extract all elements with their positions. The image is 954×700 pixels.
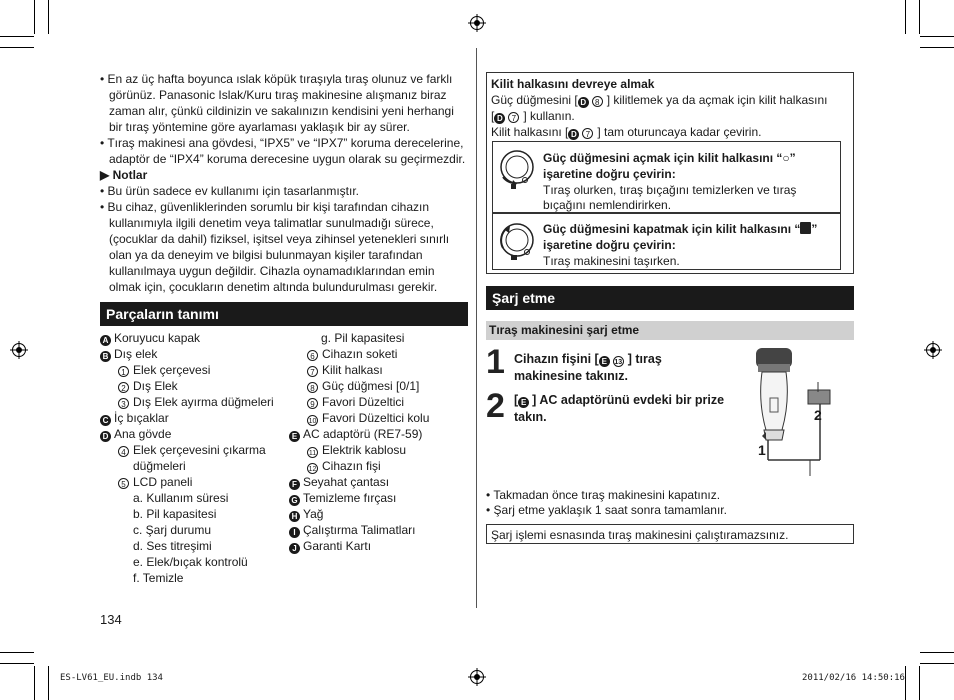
ref-letter-d: D	[568, 129, 579, 140]
part-item	[100, 538, 300, 554]
part-item	[100, 506, 300, 522]
part-item	[289, 378, 469, 394]
part-label: Dış elek	[114, 347, 158, 361]
registration-mark-icon	[924, 341, 942, 359]
intro-line: • Tıraş makinesi ana gövdesi, “IPX5” ve “IPX7” koruma derecelerine,	[100, 136, 464, 150]
part-letter-marker: C	[100, 415, 111, 426]
charge-header: Şarj etme	[486, 286, 854, 310]
part-letter-marker: D	[100, 431, 111, 442]
parts-list-right	[289, 330, 469, 554]
crop-mark	[919, 0, 920, 34]
part-letter-marker: J	[289, 543, 300, 554]
step2-text	[514, 392, 724, 408]
intro-line: zaman alır, çünkü cildinizin ve sakalınızın kendisini yeni herhangi	[109, 104, 454, 118]
lock-ring-lock-icon	[497, 220, 537, 269]
notes-title: Notlar	[112, 168, 148, 182]
step-number: 2	[486, 387, 505, 425]
part-letter-marker: F	[289, 479, 300, 490]
part-label: e. Elek/bıçak kontrolü	[133, 555, 248, 569]
notes-line: (çocuklar da dahil) fiziksel, işitsel veya zihinsel yetenekleri sınırlı	[109, 232, 450, 246]
part-number-marker: 6	[307, 350, 318, 361]
notes-line: kullanılmaya uygun değildir. Cihazla oynamadıklarından emin	[109, 264, 435, 278]
part-number-marker: 9	[307, 398, 318, 409]
part-label: Temizleme fırçası	[303, 491, 397, 505]
crop-mark	[0, 47, 34, 48]
notes-line: olmak için, çocukların denetim altında bulundurulması gerekir.	[109, 280, 438, 294]
text: ] AC adaptörünü evdeki bir prize	[532, 393, 725, 407]
part-item	[100, 474, 300, 490]
registration-mark-icon	[468, 14, 486, 32]
figure-label-2: 2	[814, 407, 822, 423]
part-item	[100, 362, 300, 378]
part-number-marker: 8	[307, 382, 318, 393]
part-item	[289, 490, 469, 506]
crop-mark	[48, 0, 49, 34]
part-item	[289, 410, 469, 426]
crop-mark	[34, 666, 35, 700]
part-label: Seyahat çantası	[303, 475, 390, 489]
crop-mark	[920, 652, 954, 653]
lock-ring-box	[486, 72, 854, 274]
text: ”	[811, 222, 818, 236]
part-letter-marker: G	[289, 495, 300, 506]
intro-section	[100, 71, 470, 295]
unlock-title2: işaretine doğru çevirin:	[543, 167, 676, 181]
part-letter-marker: B	[100, 351, 111, 362]
ref-letter-e: E	[599, 356, 610, 367]
part-label: Yağ	[303, 507, 324, 521]
parts-list-left	[100, 330, 300, 586]
part-item	[289, 362, 469, 378]
part-label: Favori Düzeltici	[322, 395, 405, 409]
part-number-marker: 4	[118, 446, 129, 457]
part-label: Favori Düzeltici kolu	[322, 411, 430, 425]
crop-mark	[0, 36, 34, 37]
charge-bullet: • Takmadan önce tıraş makinesini kapatınız.	[486, 488, 721, 502]
part-letter-marker: A	[100, 335, 111, 346]
part-item	[100, 330, 300, 346]
part-label: Dış Elek	[133, 379, 178, 393]
column-divider	[476, 48, 477, 608]
part-number-marker: 10	[307, 415, 318, 426]
crop-mark	[905, 0, 906, 34]
part-label: Garanti Kartı	[303, 539, 372, 553]
part-number-marker: 11	[307, 447, 318, 458]
part-letter-marker: I	[289, 527, 300, 538]
part-label: LCD paneli	[133, 475, 193, 489]
crop-mark	[0, 663, 34, 664]
part-label: a. Kullanım süresi	[133, 491, 229, 505]
ref-circle-7: 7	[582, 128, 593, 139]
shaver-charging-illustration	[748, 342, 840, 482]
padlock-icon	[800, 222, 811, 234]
text: [	[514, 393, 519, 407]
notes-line: olan ya da deneyim ve bilgisi bulunmayan kişiler tarafından	[109, 248, 423, 262]
charge-subheader: Tıraş makinesini şarj etme	[486, 321, 854, 340]
notes-line: • Bu ürün sadece ev kullanımı için tasarlanmıştır.	[100, 184, 359, 198]
crop-mark	[905, 666, 906, 700]
text: Kilit halkasını [	[491, 125, 569, 139]
intro-line: görünüz. Panasonic Islak/Kuru tıraş makinesine alışmanız biraz	[109, 88, 447, 102]
ref-letter-d: D	[578, 97, 589, 108]
text: [	[491, 109, 495, 123]
notes-heading	[100, 167, 470, 183]
part-label: Elek çerçevesi	[133, 363, 211, 377]
charge-warning-box: Şarj işlemi esnasında tıraş makinesini çalıştıramazsınız.	[486, 524, 854, 544]
part-item	[289, 522, 469, 538]
part-number-marker: 5	[118, 478, 129, 489]
footer-datetime: 2011/02/16 14:50:16	[802, 673, 905, 683]
part-item	[100, 570, 300, 586]
crop-mark	[0, 652, 34, 653]
intro-line: adaptör de “IPX4” koruma derecesine uygun olarak su geçirmezdir.	[109, 152, 466, 166]
step2-text2: takın.	[514, 410, 547, 424]
notes-line: kullanımıyla ilgili denetim veya talimatlar sunulmadığı sürece,	[109, 216, 434, 230]
part-item	[289, 506, 469, 522]
part-item	[289, 330, 469, 346]
crop-mark	[34, 0, 35, 34]
part-item	[100, 378, 300, 394]
part-label: b. Pil kapasitesi	[133, 507, 217, 521]
part-item	[100, 426, 300, 442]
lock-close-desc: Tıraş makinesini taşırken.	[543, 254, 680, 268]
part-item	[289, 474, 469, 490]
registration-mark-icon	[10, 341, 28, 359]
part-label: Güç düğmesi [0/1]	[322, 379, 420, 393]
page-number: 134	[100, 612, 122, 627]
unlock-title	[543, 150, 796, 166]
unlock-desc: Tıraş olurken, tıraş bıçağını temizlerken ve tıraş	[543, 183, 797, 197]
lock-box	[492, 213, 841, 270]
ref-circle-7: 7	[508, 112, 519, 123]
part-label: Dış Elek ayırma düğmeleri	[133, 395, 274, 409]
part-label: Çalıştırma Talimatları	[303, 523, 416, 537]
text: ] tıraş	[627, 352, 662, 366]
part-item	[100, 554, 300, 570]
footer-file: ES-LV61_EU.indb 134	[60, 673, 163, 683]
unlock-box	[492, 141, 841, 213]
text: ] kilitlemek ya da açmak için kilit halkasını	[606, 93, 828, 107]
text: Güç düğmesini kapatmak için kilit halkasını “	[543, 222, 801, 236]
part-number-marker: 1	[118, 366, 129, 377]
charge-bullet: • Şarj etme yaklaşık 1 saat sonra tamamlanır.	[486, 503, 727, 517]
notes-line: • Bu cihaz, güvenliklerinden sorumlu bir kişi tarafından cihazın	[100, 200, 430, 214]
unlock-desc: bıçağını nemlendirirken.	[543, 198, 672, 212]
text: Cihazın fişini [	[514, 352, 599, 366]
part-number-marker: 7	[307, 366, 318, 377]
lock-ring-unlock-icon	[497, 147, 537, 196]
part-label: İç bıçaklar	[114, 411, 169, 425]
intro-line: bir tıraş yöntemine göre ayarlaması yaklaşık bir ay sürer.	[109, 120, 410, 134]
part-label: f. Temizle	[133, 571, 184, 585]
text: ] tam oturuncaya kadar çevirin.	[597, 125, 762, 139]
part-item	[100, 410, 300, 426]
intro-line: • En az üç hafta boyunca ıslak köpük tıraşıyla tıraş olunuz ve farklı	[100, 72, 453, 86]
text: ] kullanın.	[523, 109, 575, 123]
lock-title: Kilit halkasını devreye almak	[491, 77, 655, 91]
part-number-marker: 2	[118, 382, 129, 393]
part-label: d. Ses titreşimi	[133, 539, 212, 553]
crop-mark	[919, 666, 920, 700]
part-label: Cihazın fişi	[322, 459, 381, 473]
part-label: Cihazın soketi	[322, 347, 398, 361]
parts-header: Parçaların tanımı	[100, 302, 468, 326]
part-item	[100, 490, 300, 506]
part-item	[100, 442, 300, 458]
arrow-right-icon: ▶	[100, 168, 110, 182]
step-number: 1	[486, 343, 505, 381]
part-number-marker: 12	[307, 463, 318, 474]
part-item	[100, 458, 300, 474]
text: Güç düğmesini açmak için kilit halkasını “	[543, 151, 783, 165]
step1-text	[514, 351, 662, 367]
part-item	[289, 394, 469, 410]
part-label: Elektrik kablosu	[322, 443, 407, 457]
part-label: c. Şarj durumu	[133, 523, 212, 537]
crop-mark	[920, 36, 954, 37]
ref-circle-8: 8	[592, 96, 603, 107]
crop-mark	[920, 663, 954, 664]
ref-letter-e: E	[518, 397, 529, 408]
part-item	[100, 522, 300, 538]
step1-text2: makinesine takınız.	[514, 369, 628, 383]
part-item	[289, 426, 469, 442]
part-label: düğmeleri	[133, 459, 186, 473]
lock-line2	[491, 108, 575, 124]
crop-mark	[48, 666, 49, 700]
part-letter-marker: E	[289, 431, 300, 442]
part-item	[289, 442, 469, 458]
ref-circle-13: 13	[613, 356, 624, 367]
registration-mark-icon	[468, 668, 486, 686]
part-item	[100, 394, 300, 410]
part-letter-marker: H	[289, 511, 300, 522]
text: Güç düğmesini [	[491, 93, 578, 107]
part-item	[100, 346, 300, 362]
part-number-marker: 3	[118, 398, 129, 409]
part-label: AC adaptörü (RE7-59)	[303, 427, 423, 441]
ref-letter-d: D	[494, 113, 505, 124]
part-label: Koruyucu kapak	[114, 331, 201, 345]
lock-close-title2: işaretine doğru çevirin:	[543, 238, 676, 252]
text: ”	[789, 151, 796, 165]
figure-label-1: 1	[758, 442, 766, 458]
lock-close-title	[543, 221, 817, 237]
lock-line1	[491, 92, 827, 108]
crop-mark	[920, 47, 954, 48]
part-label: Ana gövde	[114, 427, 172, 441]
part-item	[289, 538, 469, 554]
part-label: Elek çerçevesini çıkarma	[133, 443, 266, 457]
part-item	[289, 346, 469, 362]
part-item	[289, 458, 469, 474]
part-label: Kilit halkası	[322, 363, 383, 377]
part-label: g. Pil kapasitesi	[321, 331, 405, 345]
unlock-symbol-icon: ○	[782, 151, 790, 165]
lock-line3	[491, 124, 761, 140]
